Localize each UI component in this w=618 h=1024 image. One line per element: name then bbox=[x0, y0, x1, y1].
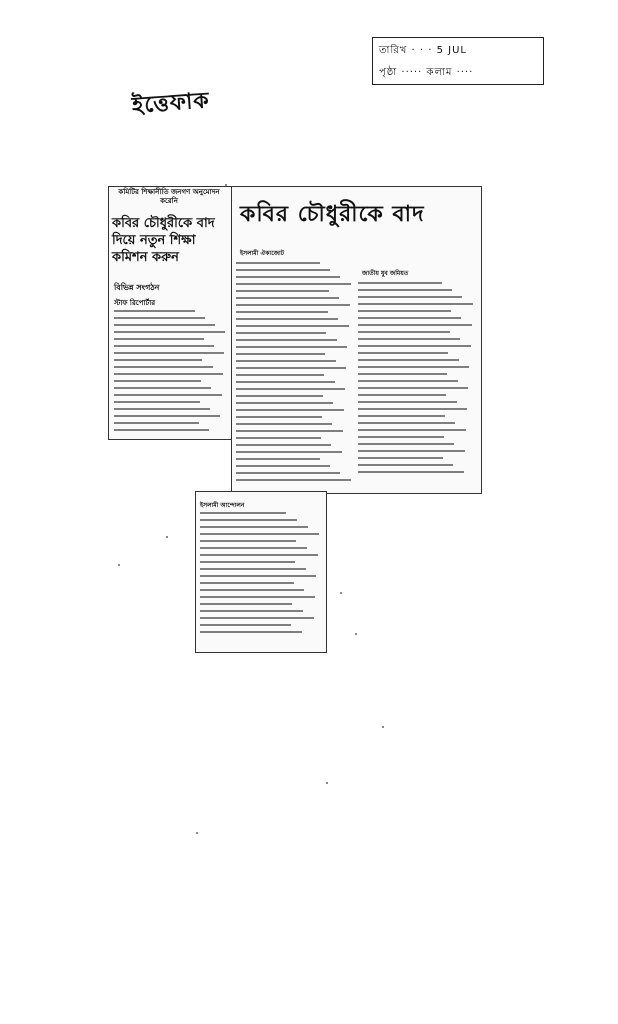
illegible-text-line bbox=[114, 401, 200, 403]
illegible-text-line bbox=[236, 367, 346, 369]
illegible-text-line bbox=[358, 310, 451, 312]
illegible-text-line bbox=[358, 387, 468, 389]
illegible-text-line bbox=[358, 464, 453, 466]
illegible-text-line bbox=[358, 345, 471, 347]
article-byline: বিভিন্ন সংগঠন bbox=[114, 283, 160, 292]
illegible-text-line bbox=[236, 458, 320, 460]
illegible-text-line bbox=[236, 339, 337, 341]
illegible-text-line bbox=[236, 332, 326, 334]
scan-speck bbox=[340, 592, 342, 594]
illegible-text-line bbox=[114, 310, 195, 312]
illegible-text-line bbox=[200, 596, 315, 598]
illegible-text-line bbox=[236, 437, 321, 439]
section-head-2: জাতীয় যুব জমিয়ত bbox=[362, 270, 409, 277]
illegible-text-line bbox=[236, 402, 333, 404]
article-kicker: কমিটির শিক্ষানীতি জনগণ অনুমোদন করেনি bbox=[118, 188, 220, 205]
illegible-text-line bbox=[200, 631, 302, 633]
illegible-text-line bbox=[236, 283, 351, 285]
illegible-text-line bbox=[358, 457, 443, 459]
illegible-text-line bbox=[114, 359, 202, 361]
main-column-text-a bbox=[236, 262, 352, 486]
left-column-text bbox=[114, 310, 226, 436]
illegible-text-line bbox=[200, 603, 292, 605]
illegible-text-line bbox=[200, 624, 291, 626]
illegible-text-line bbox=[236, 262, 320, 264]
archive-stamp bbox=[372, 37, 544, 85]
article-reporter: স্টাফ রিপোর্টার bbox=[114, 299, 156, 307]
stamp-page-label: পৃষ্ঠা bbox=[379, 67, 398, 78]
illegible-text-line bbox=[358, 401, 457, 403]
illegible-text-line bbox=[236, 479, 351, 481]
illegible-text-line bbox=[236, 290, 329, 292]
illegible-text-line bbox=[236, 304, 350, 306]
illegible-text-line bbox=[358, 331, 450, 333]
illegible-text-line bbox=[236, 318, 338, 320]
illegible-text-line bbox=[236, 353, 325, 355]
scan-speck bbox=[166, 536, 168, 538]
scan-speck bbox=[382, 726, 384, 728]
stamp-date-row: তারিখ · · · 5 JUL bbox=[379, 45, 467, 56]
illegible-text-line bbox=[114, 408, 210, 410]
illegible-text-line bbox=[358, 380, 458, 382]
illegible-text-line bbox=[236, 465, 330, 467]
illegible-text-line bbox=[236, 360, 336, 362]
illegible-text-line bbox=[358, 443, 454, 445]
illegible-text-line bbox=[200, 589, 304, 591]
illegible-text-line bbox=[200, 610, 303, 612]
illegible-text-line bbox=[358, 436, 444, 438]
illegible-text-line bbox=[236, 346, 347, 348]
illegible-text-line bbox=[114, 366, 213, 368]
illegible-text-line bbox=[358, 317, 461, 319]
illegible-text-line bbox=[358, 394, 446, 396]
illegible-text-line bbox=[236, 430, 343, 432]
illegible-text-line bbox=[236, 444, 331, 446]
illegible-text-line bbox=[236, 297, 339, 299]
main-column-text-b bbox=[358, 282, 474, 478]
illegible-text-line bbox=[236, 269, 330, 271]
illegible-text-line bbox=[114, 429, 209, 431]
illegible-text-line bbox=[114, 331, 225, 333]
illegible-text-line bbox=[114, 415, 220, 417]
illegible-text-line bbox=[200, 519, 297, 521]
illegible-text-line bbox=[200, 540, 296, 542]
newspaper-name: ইত্তেফাক bbox=[131, 87, 211, 119]
stamp-column-label: কলাম bbox=[426, 67, 453, 78]
illegible-text-line bbox=[200, 547, 307, 549]
illegible-text-line bbox=[358, 324, 472, 326]
scan-speck bbox=[355, 633, 357, 635]
illegible-text-line bbox=[200, 533, 319, 535]
illegible-text-line bbox=[236, 388, 345, 390]
scan-speck bbox=[326, 782, 328, 784]
illegible-text-line bbox=[236, 381, 335, 383]
illegible-text-line bbox=[114, 352, 224, 354]
article-subheadline: কবির চৌধুরীকে বাদ দিয়ে নতুন শিক্ষা কমিশন করুন bbox=[112, 216, 215, 265]
illegible-text-line bbox=[236, 276, 340, 278]
illegible-text-line bbox=[114, 380, 201, 382]
illegible-text-line bbox=[200, 512, 286, 514]
stamp-page-row: পৃষ্ঠা ····· কলাম ···· bbox=[379, 67, 474, 78]
illegible-text-line bbox=[114, 394, 222, 396]
illegible-text-line bbox=[358, 366, 469, 368]
illegible-text-line bbox=[200, 554, 318, 556]
stamp-date-label: তারিখ bbox=[379, 45, 408, 56]
illegible-text-line bbox=[358, 373, 447, 375]
illegible-text-line bbox=[236, 374, 324, 376]
illegible-text-line bbox=[236, 395, 323, 397]
illegible-text-line bbox=[358, 296, 462, 298]
illegible-text-line bbox=[358, 282, 442, 284]
illegible-text-line bbox=[236, 409, 344, 411]
illegible-text-line bbox=[114, 317, 205, 319]
illegible-text-line bbox=[236, 311, 328, 313]
illegible-text-line bbox=[358, 422, 455, 424]
section-head-3: ইসলামী আন্দোলন bbox=[200, 502, 245, 509]
illegible-text-line bbox=[358, 289, 452, 291]
scan-speck bbox=[225, 184, 227, 186]
illegible-text-line bbox=[358, 359, 459, 361]
scan-speck bbox=[118, 564, 120, 566]
illegible-text-line bbox=[114, 373, 223, 375]
section-head-1: ইসলামী ঐক্যজোট bbox=[240, 250, 284, 257]
illegible-text-line bbox=[236, 325, 349, 327]
stamp-date-value: 5 JUL bbox=[436, 45, 467, 56]
illegible-text-line bbox=[114, 338, 204, 340]
scan-speck bbox=[196, 832, 198, 834]
illegible-text-line bbox=[200, 617, 314, 619]
illegible-text-line bbox=[358, 415, 445, 417]
illegible-text-line bbox=[200, 561, 295, 563]
illegible-text-line bbox=[236, 416, 322, 418]
illegible-text-line bbox=[200, 568, 306, 570]
illegible-text-line bbox=[200, 582, 294, 584]
continuation-column-text bbox=[200, 512, 320, 638]
illegible-text-line bbox=[114, 422, 199, 424]
illegible-text-line bbox=[200, 575, 316, 577]
illegible-text-line bbox=[114, 345, 214, 347]
illegible-text-line bbox=[358, 450, 465, 452]
illegible-text-line bbox=[236, 472, 340, 474]
illegible-text-line bbox=[236, 451, 342, 453]
illegible-text-line bbox=[200, 526, 308, 528]
illegible-text-line bbox=[358, 338, 460, 340]
illegible-text-line bbox=[358, 471, 464, 473]
article-headline: কবির চৌধুরীকে বাদ bbox=[240, 201, 425, 227]
illegible-text-line bbox=[114, 387, 211, 389]
illegible-text-line bbox=[358, 408, 467, 410]
illegible-text-line bbox=[358, 303, 473, 305]
illegible-text-line bbox=[236, 423, 332, 425]
illegible-text-line bbox=[358, 429, 466, 431]
illegible-text-line bbox=[114, 324, 215, 326]
illegible-text-line bbox=[358, 352, 448, 354]
